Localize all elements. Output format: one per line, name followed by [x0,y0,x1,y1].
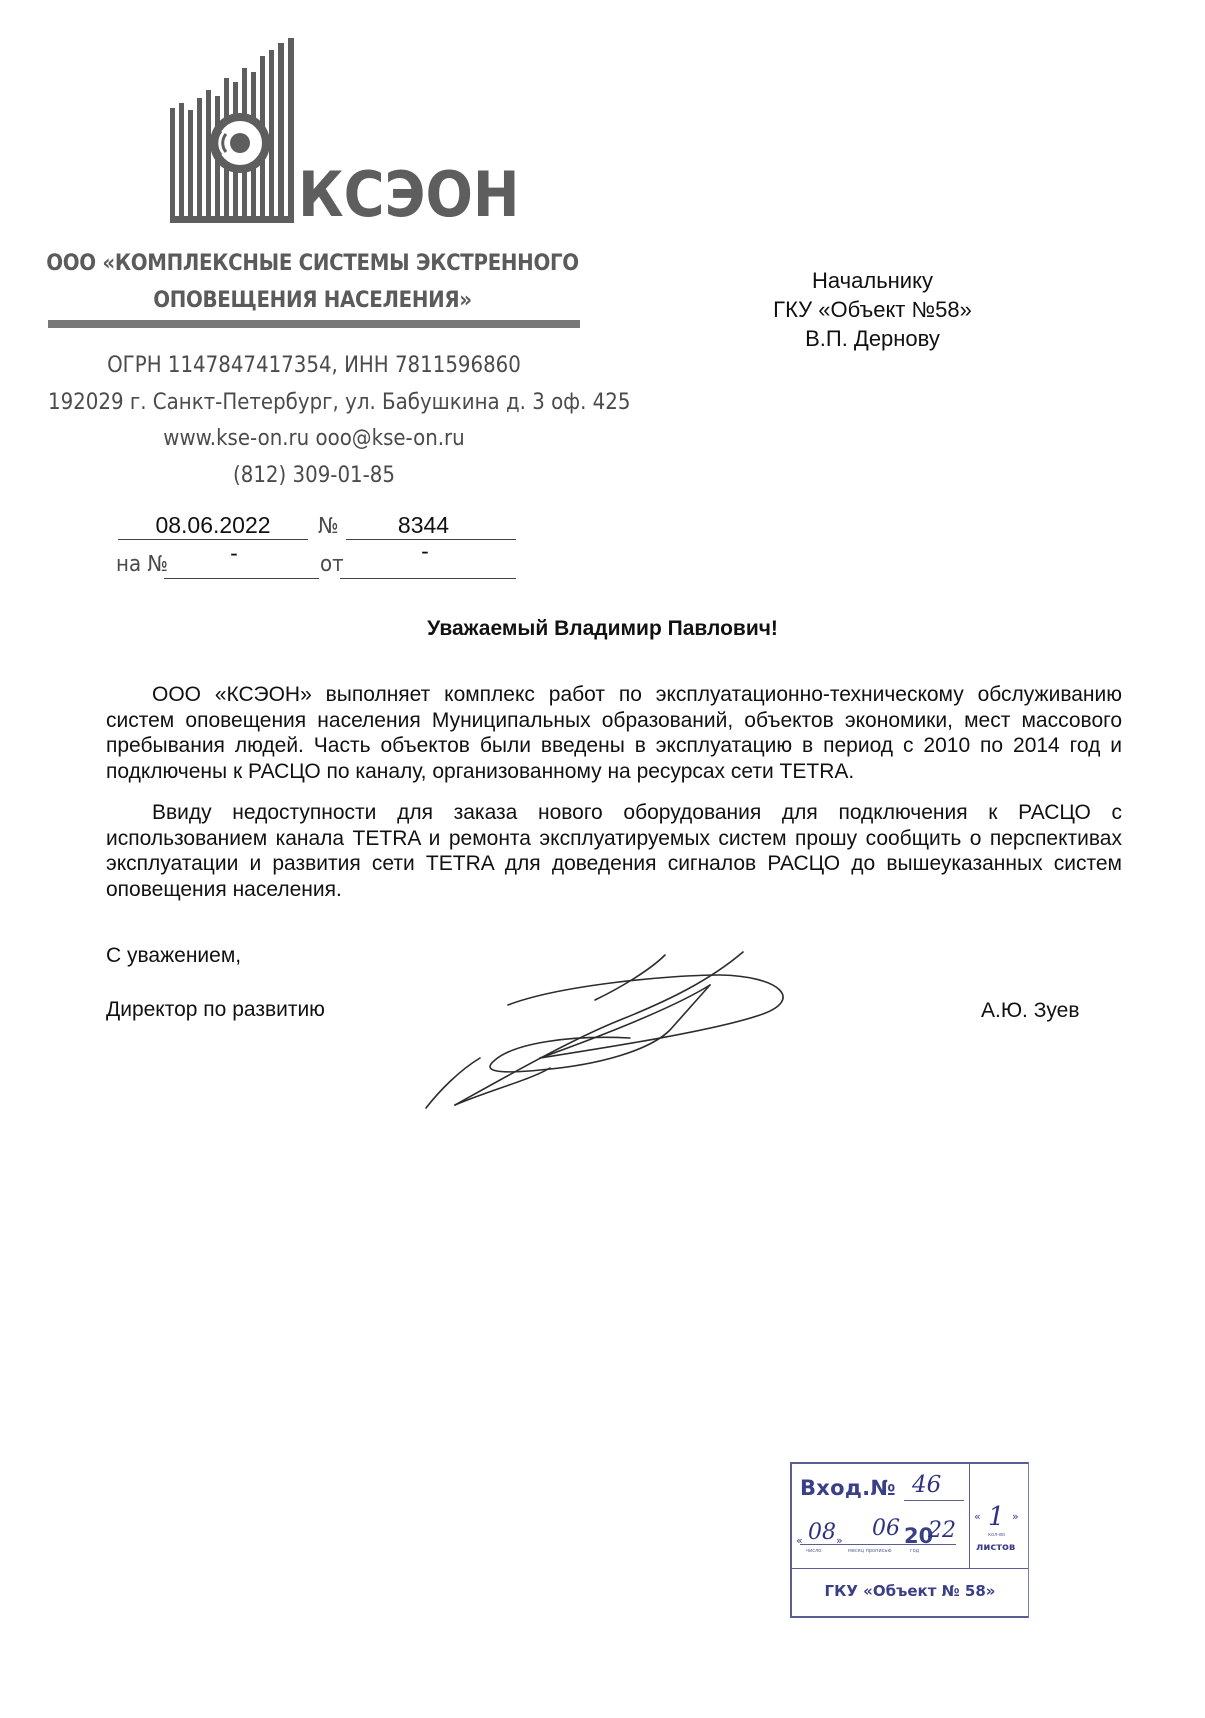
outgoing-number: 8344 [397,512,450,538]
salutation: Уважаемый Владимир Павлович! [427,617,778,640]
company-name [45,245,580,319]
stamp-year-prefix: 20 [904,1524,934,1548]
body-paragraph: ООО «КСЭОН» выполняет комплекс работ по эксплуатационно-техническому обслуживанию систем оповещения населения Муниципальных образований, объектов экономики, мест массового пребывания людей. Часть объектов были введены в эксплуатацию в период с 2010 по 2014 год и подключены к РАСЦО по каналу, организованному на ресурсах сети TETRA. [106,683,1122,783]
registration-ids: ОГРН 1147847417354, ИНН 7811596860 [107,353,521,378]
stamp-sheets-quote-open: « [974,1510,981,1523]
body-paragraph: Ввиду недоступности для заказа нового оборудования для подключения к РАСЦО с использованием канала TETRA и ремонта эксплуатируемых систем прошу сообщить о перспективах эксплуатации и развития сети TETRA для доведения сигналов РАСЦО до вышеуказанных систем оповещения населения. [106,801,1122,901]
ref-number: - [230,540,238,566]
company-name-line: ОПОВЕЩЕНИЯ НАСЕЛЕНИЯ» [153,288,472,313]
addressee-block [720,266,1025,353]
stamp-day: 08 [808,1520,836,1545]
stamp-sub-year: год [910,1548,920,1554]
addressee-organization: ГКУ «Объект №58» [773,297,972,322]
ref-from-label: от [320,552,344,577]
company-requisites [48,348,631,494]
stamp-sheets-count: 1 [988,1502,1005,1532]
incoming-registration-stamp [790,1462,1029,1618]
addressee-title: Начальнику [812,268,933,293]
stamp-divider [969,1464,970,1568]
stamp-month: 06 [872,1516,900,1541]
ref-date: - [421,538,429,564]
postal-address: 192029 г. Санкт-Петербург, ул. Бабушкина д. 3 оф. 425 [48,389,631,415]
stamp-quote-open: « [796,1534,803,1547]
stamp-sub-month: месяц прописью [848,1548,892,1554]
header-rule [48,320,580,328]
stamp-year-suffix: 22 [928,1518,956,1543]
company-logo [170,38,520,231]
stamp-sheets-label: листов [976,1542,1016,1553]
ref-label: на № [116,552,168,577]
company-name-line: ООО «КОМПЛЕКСНЫЕ СИСТЕМЫ ЭКСТРЕННОГО [46,251,579,276]
stamp-divider [792,1568,1028,1569]
stamp-incoming-label: Вход.№ [800,1476,896,1500]
stamp-sub-day: число [806,1548,822,1554]
stamp-organization: ГКУ «Объект № 58» [824,1582,996,1600]
stamp-incoming-number: 46 [912,1472,942,1498]
stamp-number-line [904,1500,964,1501]
outgoing-date: 08.06.2022 [155,512,271,538]
handwritten-signature [420,940,820,1145]
web-contacts: www.kse-on.ru ooo@kse-on.ru [163,426,465,451]
stamp-sheets-quote-close: » [1012,1510,1019,1523]
stamp-quote-close: » [836,1534,843,1547]
signer-position: Директор по развитию [106,998,325,1021]
logo-wordmark: КСЭОН [298,158,520,231]
addressee-name: В.П. Дернову [805,326,940,351]
number-sign: № [318,514,339,539]
stamp-sub-sheets: кол-во [988,1532,1006,1538]
phone: (812) 309-01-85 [233,462,395,488]
closing: С уважением, [106,944,242,967]
signer-name: А.Ю. Зуев [981,999,1080,1022]
